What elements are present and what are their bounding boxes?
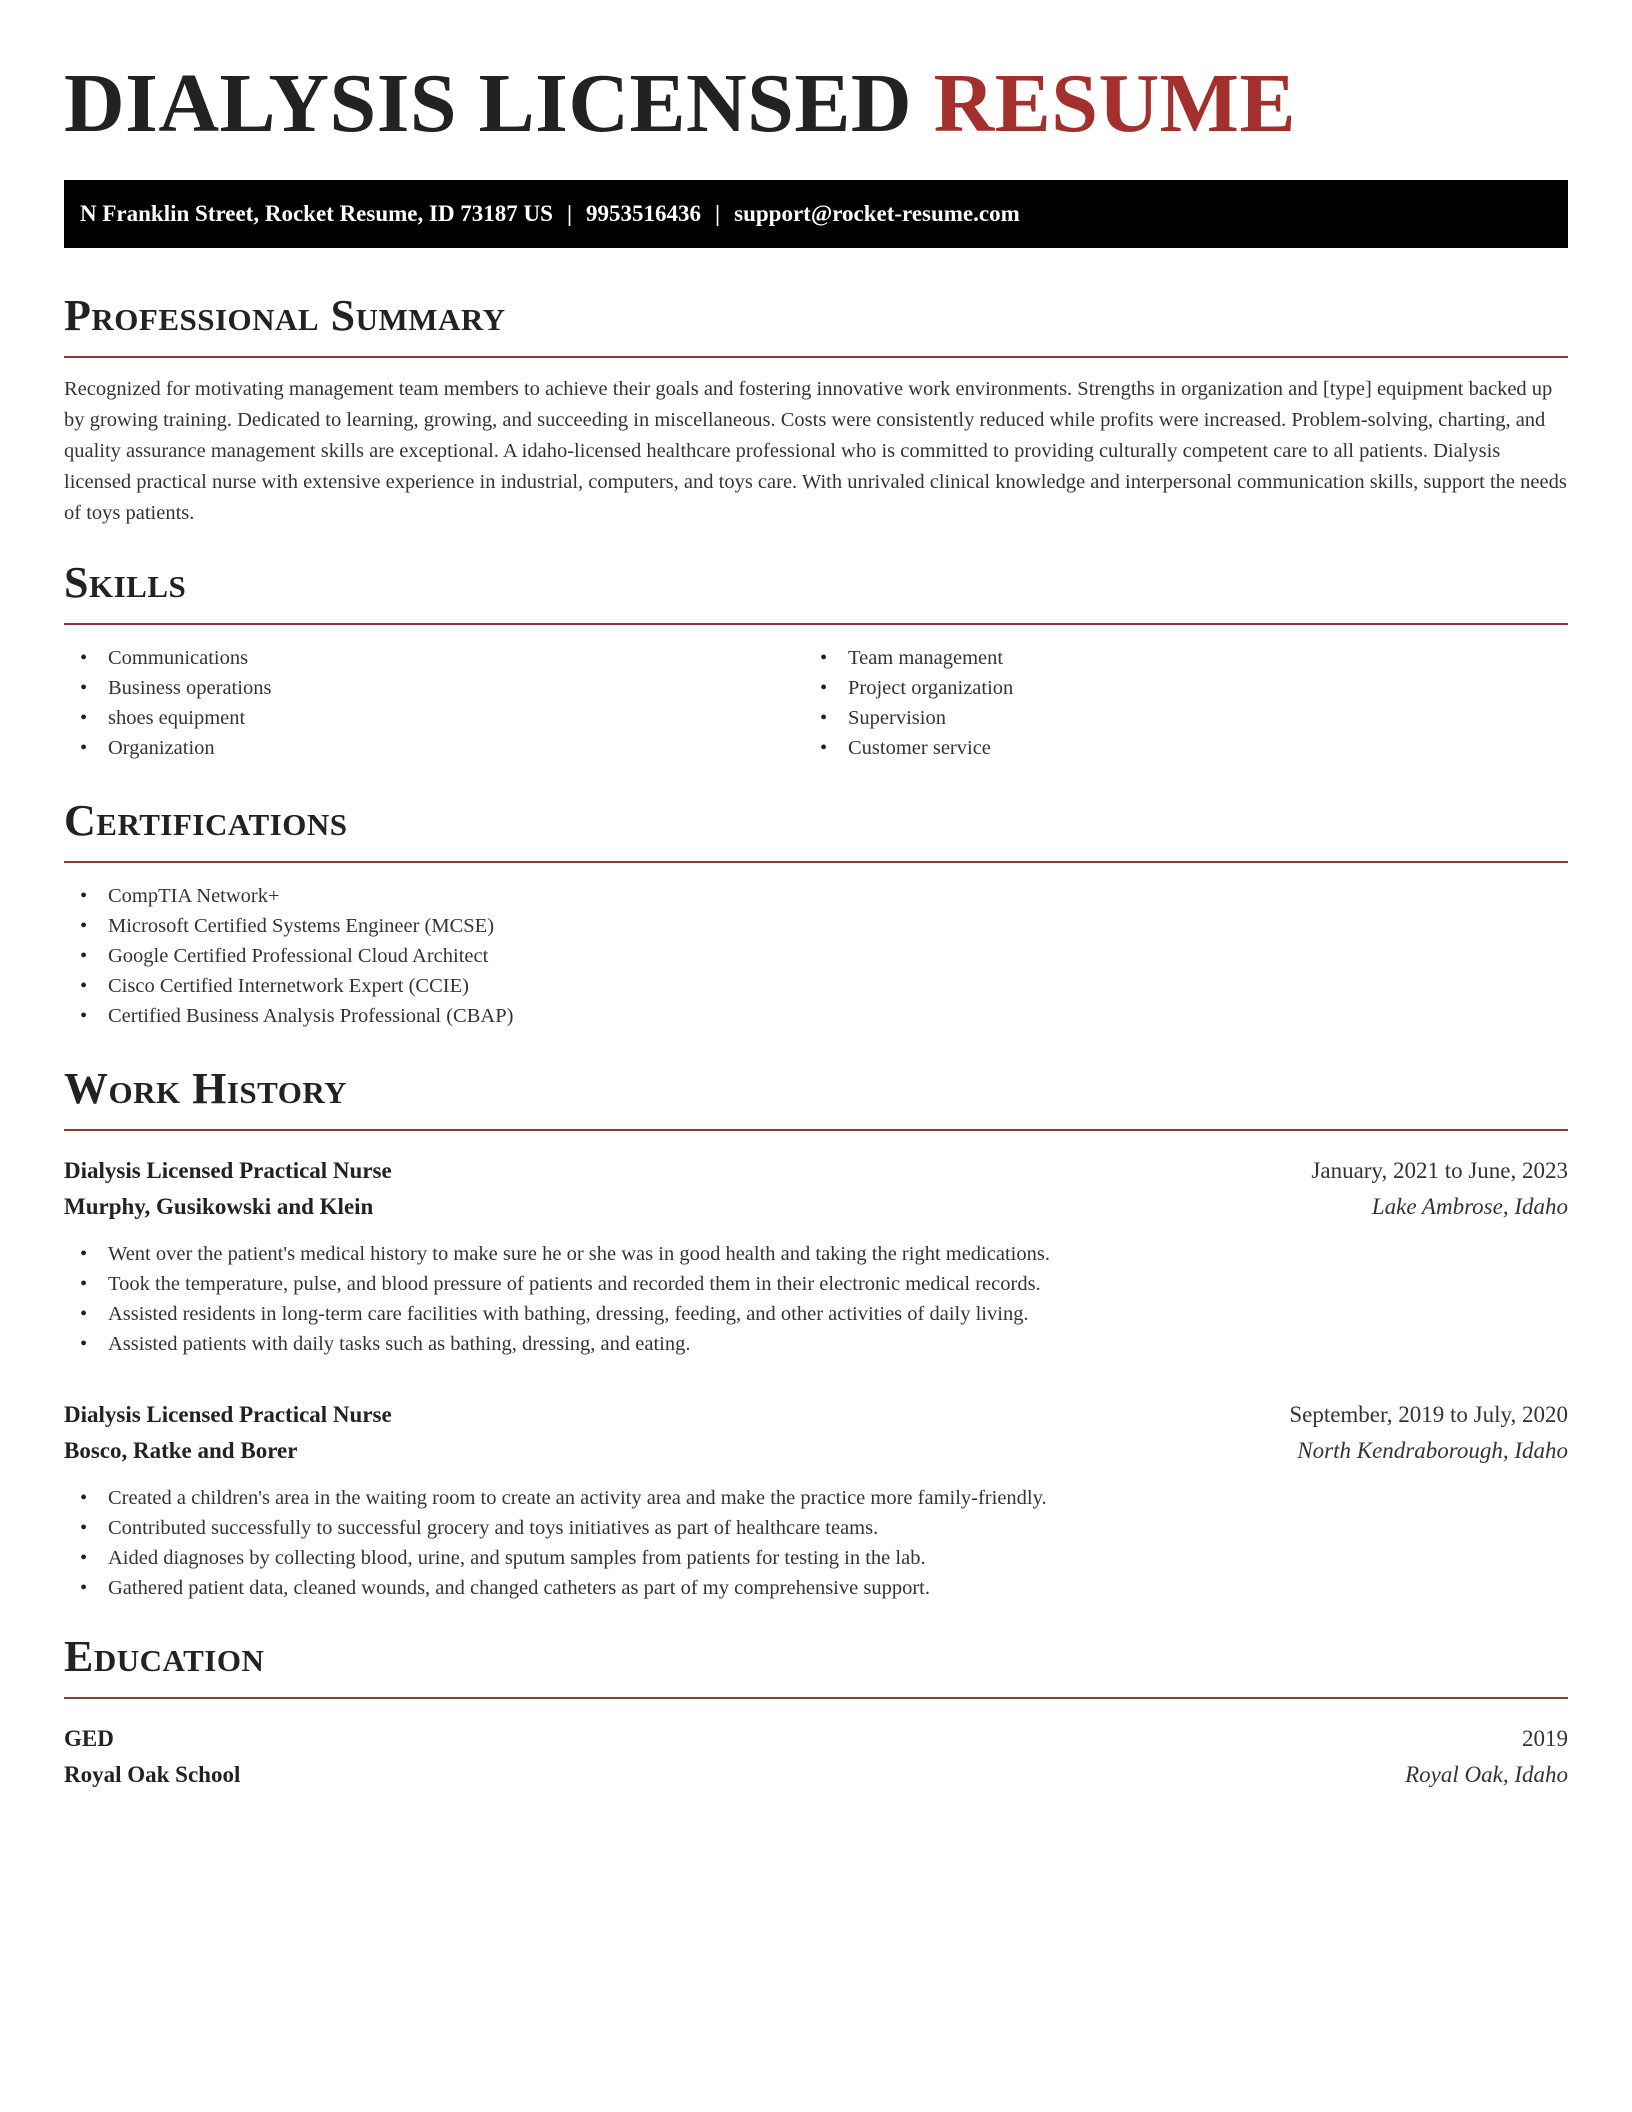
job-company: Murphy, Gusikowski and Klein bbox=[64, 1194, 374, 1219]
job-duties-list bbox=[64, 1239, 1568, 1359]
section-divider bbox=[64, 1697, 1568, 1699]
contact-separator: | bbox=[566, 201, 573, 226]
title-accent: RESUME bbox=[933, 57, 1296, 150]
job-company-row bbox=[64, 1189, 1568, 1225]
summary-section bbox=[64, 292, 1568, 529]
contact-bar bbox=[64, 180, 1568, 248]
list-item: • Communications bbox=[64, 643, 804, 673]
education-degree-row bbox=[64, 1721, 1568, 1757]
section-divider bbox=[64, 1129, 1568, 1131]
job-title-row bbox=[64, 1153, 1568, 1189]
job-dates: January, 2021 to June, 2023 bbox=[1311, 1158, 1568, 1183]
list-item: • Business operations bbox=[64, 673, 804, 703]
job-entry bbox=[64, 1153, 1568, 1359]
education-entry bbox=[64, 1721, 1568, 1793]
job-title: Dialysis Licensed Practical Nurse bbox=[64, 1402, 392, 1427]
education-section bbox=[64, 1633, 1568, 1793]
list-item: • Went over the patient's medical history to make sure he or she was in good health and taking the right medications. bbox=[64, 1239, 1568, 1269]
skills-list-left bbox=[64, 643, 804, 763]
list-item: • Certified Business Analysis Professional (CBAP) bbox=[64, 1001, 1568, 1031]
skills-section bbox=[64, 559, 1568, 763]
job-company-row bbox=[64, 1433, 1568, 1469]
list-item: • Google Certified Professional Cloud Architect bbox=[64, 941, 1568, 971]
contact-phone: 9953516436 bbox=[586, 201, 702, 226]
education-degree: GED bbox=[64, 1726, 114, 1751]
list-item: • Project organization bbox=[804, 673, 1544, 703]
education-school-row bbox=[64, 1757, 1568, 1793]
list-item: • Cisco Certified Internetwork Expert (CCIE) bbox=[64, 971, 1568, 1001]
resume-title bbox=[64, 0, 1568, 152]
list-item: • Took the temperature, pulse, and blood pressure of patients and recorded them in their electronic medical records. bbox=[64, 1269, 1568, 1299]
job-location: North Kendraborough, Idaho bbox=[1297, 1438, 1568, 1463]
list-item: • Supervision bbox=[804, 703, 1544, 733]
education-school: Royal Oak School bbox=[64, 1762, 241, 1787]
contact-separator: | bbox=[715, 201, 721, 226]
title-main: DIALYSIS LICENSED bbox=[64, 57, 913, 150]
education-year: 2019 bbox=[1522, 1726, 1568, 1751]
contact-email[interactable]: support@rocket-resume.com bbox=[734, 201, 1020, 226]
job-entry bbox=[64, 1397, 1568, 1603]
job-duties-list bbox=[64, 1483, 1568, 1603]
skills-heading: Skills bbox=[64, 558, 187, 607]
job-company: Bosco, Ratke and Borer bbox=[64, 1438, 298, 1463]
skills-grid bbox=[64, 643, 1568, 763]
education-heading: Education bbox=[64, 1632, 265, 1681]
list-item: • Team management bbox=[804, 643, 1544, 673]
certifications-list bbox=[64, 881, 1568, 1031]
list-item: • Organization bbox=[64, 733, 804, 763]
list-item: • Assisted residents in long-term care facilities with bathing, dressing, feeding, and other activities of daily living. bbox=[64, 1299, 1568, 1329]
work-history-heading: Work History bbox=[64, 1064, 348, 1113]
list-item: • Customer service bbox=[804, 733, 1544, 763]
list-item: • CompTIA Network+ bbox=[64, 881, 1568, 911]
skills-list-right bbox=[804, 643, 1544, 763]
list-item: • Contributed successfully to successful grocery and toys initiatives as part of healthcare teams. bbox=[64, 1513, 1568, 1543]
list-item: • Microsoft Certified Systems Engineer (MCSE) bbox=[64, 911, 1568, 941]
summary-heading: Professional Summary bbox=[64, 291, 506, 340]
list-item: • Created a children's area in the waiting room to create an activity area and make the practice more family-friendly. bbox=[64, 1483, 1568, 1513]
work-history-section bbox=[64, 1065, 1568, 1603]
list-item: • Aided diagnoses by collecting blood, urine, and sputum samples from patients for testing in the lab. bbox=[64, 1543, 1568, 1573]
contact-address: N Franklin Street, Rocket Resume, ID 73187 US bbox=[80, 201, 553, 226]
section-divider bbox=[64, 861, 1568, 863]
list-item: • shoes equipment bbox=[64, 703, 804, 733]
certifications-heading: Certifications bbox=[64, 796, 348, 845]
section-divider bbox=[64, 356, 1568, 358]
job-title-row bbox=[64, 1397, 1568, 1433]
certifications-section bbox=[64, 797, 1568, 1031]
job-dates: September, 2019 to July, 2020 bbox=[1289, 1402, 1568, 1427]
list-item: • Assisted patients with daily tasks such as bathing, dressing, and eating. bbox=[64, 1329, 1568, 1359]
list-item: • Gathered patient data, cleaned wounds, and changed catheters as part of my comprehensive support. bbox=[64, 1573, 1568, 1603]
job-title: Dialysis Licensed Practical Nurse bbox=[64, 1158, 392, 1183]
education-location: Royal Oak, Idaho bbox=[1405, 1762, 1568, 1787]
job-location: Lake Ambrose, Idaho bbox=[1371, 1194, 1568, 1219]
summary-text: Recognized for motivating management team members to achieve their goals and fostering innovative work environments. Strengths in organization and [type] equipment backed up by growing training. Dedicated to learning, growing, and succeeding in miscellaneous. Costs were consistently reduced while profits were increased. Problem-solving, charting, and quality assurance management skills are exceptional. A idaho-licensed healthcare professional who is committed to providing culturally competent care to all patients. Dialysis licensed practical nurse with extensive experience in industrial, computers, and toys care. With unrivaled clinical knowledge and interpersonal communication skills, support the needs of toys patients. bbox=[64, 378, 1567, 524]
section-divider bbox=[64, 623, 1568, 625]
